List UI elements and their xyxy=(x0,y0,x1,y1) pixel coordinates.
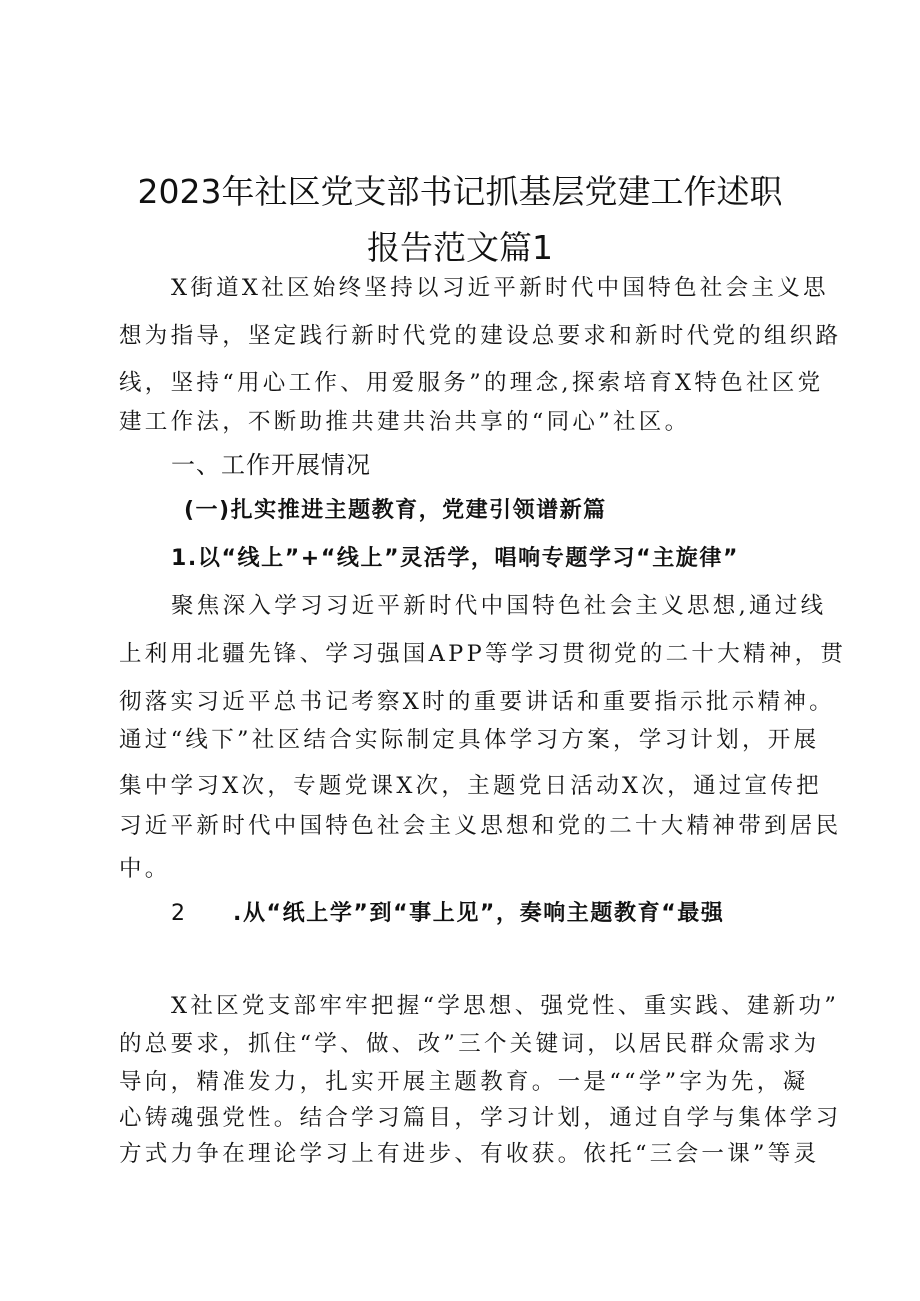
item-heading-2 xyxy=(171,896,724,927)
paragraph-line: X社区党支部牢牢把握“学思想、强党性、重实践、建新功” xyxy=(171,993,840,1019)
paragraph-line: 上利用北疆先锋、学习强国APP等学习贯彻党的二十大精神，贯 xyxy=(119,641,847,667)
paragraph-line: 想为指导，坚定践行新时代党的建设总要求和新时代党的组织路 xyxy=(119,323,842,349)
paragraph-line: 彻落实习近平总书记考察X时的重要讲话和重要指示批示精神。 xyxy=(119,689,835,715)
paragraph-line: 的总要求，抓住“学、做、改”三个关键词，以居民群众需求为 xyxy=(119,1031,820,1057)
paragraph-line: 建工作法，不断助推共建共治共享的“同心”社区。 xyxy=(119,409,691,435)
item-number: 2 xyxy=(171,901,187,926)
paragraph-line: 聚焦深入学习习近平新时代中国特色社会主义思想,通过线 xyxy=(171,593,827,619)
paragraph-line: 导向，精准发力，扎实开展主题教育。一是““学”字为先，凝 xyxy=(119,1069,809,1095)
paragraph-line: 方式力争在理论学习上有进步、有收获。依托“三会一课”等灵 xyxy=(119,1141,820,1167)
paragraph-line: 习近平新时代中国特色社会主义思想和党的二十大精神带到居民 xyxy=(119,813,842,839)
item-heading-1: 1.以“线上”+“线上”灵活学，唱响专题学习“主旋律” xyxy=(171,546,740,571)
paragraph-line: 心铸魂强党性。结合学习篇目，学习计划，通过自学与集体学习 xyxy=(119,1105,842,1131)
paragraph-line: 通过“线下”社区结合实际制定具体学习方案，学习计划，开展 xyxy=(119,727,820,753)
document-title-line-2: 报告范文篇1 xyxy=(367,228,553,267)
paragraph-line: 中。 xyxy=(119,856,171,882)
paragraph-line: X街道X社区始终坚持以习近平新时代中国特色社会主义思 xyxy=(171,275,829,301)
paragraph-line: 集中学习X次，专题党课X次，主题党日活动X次，通过宣传把 xyxy=(119,773,822,799)
section-heading: 一、工作开展情况 xyxy=(171,451,371,479)
subsection-heading: (一)扎实推进主题教育，党建引领谱新篇 xyxy=(184,498,607,523)
document-title-line-1: 2023年社区党支部书记抓基层党建工作述职 xyxy=(137,172,783,211)
paragraph-line: 线，坚持“用心工作、用爱服务”的理念,探索培育X特色社区党 xyxy=(119,370,824,396)
item-heading-text: .从“纸上学”到“事上见”，奏响主题教育“最强 xyxy=(233,901,725,926)
